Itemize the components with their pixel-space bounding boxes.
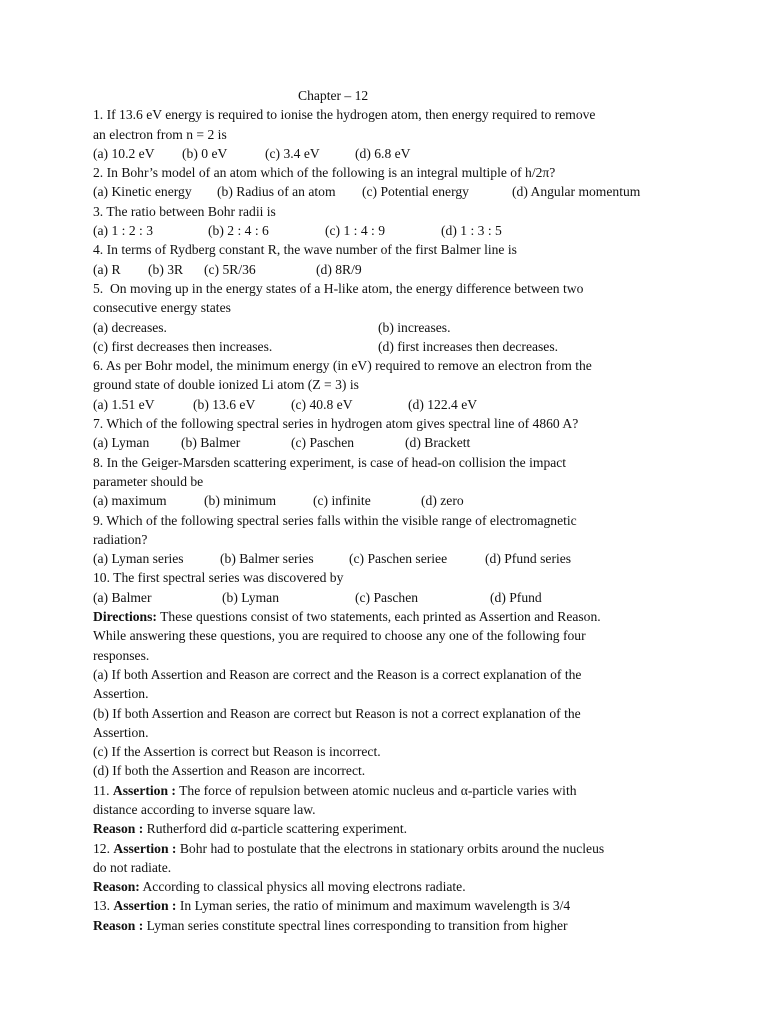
q3-option-d: (d) 1 : 3 : 5 [441, 223, 502, 239]
response-d: (d) If both the Assertion and Reason are incorrect. [93, 763, 366, 779]
response-a-line2: Assertion. [93, 686, 149, 702]
q10-options [93, 588, 693, 607]
q9-option-c: (c) Paschen seriee [349, 551, 448, 567]
q3-option-a: (a) 1 : 2 : 3 [93, 223, 154, 239]
q11-number: 11. [93, 782, 113, 798]
q10-option-b: (b) Lyman [222, 589, 280, 605]
q5-text-line1: 5. On moving up in the energy states of a H-like atom, the energy difference between two [93, 280, 584, 296]
q13-reason-line [93, 916, 693, 935]
q1-option-d: (d) 6.8 eV [355, 145, 411, 161]
q1-options [93, 144, 693, 163]
q10-option-d: (d) Pfund [490, 589, 542, 605]
q11-reason-line [93, 819, 693, 838]
q1-option-c: (c) 3.4 eV [265, 145, 320, 161]
q4-option-c: (c) 5R/36 [204, 261, 256, 277]
q6-option-b: (b) 13.6 eV [193, 396, 256, 412]
q6-option-d: (d) 122.4 eV [408, 396, 478, 412]
response-c: (c) If the Assertion is correct but Reason is incorrect. [93, 744, 381, 760]
q8-option-b: (b) minimum [204, 493, 277, 509]
q11-assertion-line2: distance according to inverse square law. [93, 801, 316, 817]
q2-option-d: (d) Angular momentum [512, 184, 641, 200]
q12-number: 12. [93, 840, 114, 856]
q5-option-c: (c) first decreases then increases. [93, 338, 273, 354]
q7-option-b: (b) Balmer [181, 435, 241, 451]
response-a-line1: (a) If both Assertion and Reason are correct and the Reason is a correct explanation of the [93, 666, 582, 682]
q6-option-a: (a) 1.51 eV [93, 396, 155, 412]
q13-reason-text: Lyman series constitute spectral lines corresponding to transition from higher [143, 917, 568, 933]
q3-options [93, 221, 693, 240]
q2-options [93, 182, 693, 201]
q4-options [93, 260, 693, 279]
q8-option-c: (c) infinite [313, 493, 371, 509]
q12-assertion-line2: do not radiate. [93, 859, 172, 875]
q10-option-c: (c) Paschen [355, 589, 419, 605]
q4-option-a: (a) R [93, 261, 121, 277]
q1-option-a: (a) 10.2 eV [93, 145, 155, 161]
q2-option-b: (b) Radius of an atom [217, 184, 336, 200]
q9-option-d: (d) Pfund series [485, 551, 572, 567]
q1-option-b: (b) 0 eV [182, 145, 228, 161]
q8-option-a: (a) maximum [93, 493, 167, 509]
directions-line3: responses. [93, 647, 150, 663]
q9-option-b: (b) Balmer series [220, 551, 314, 567]
q3-option-b: (b) 2 : 4 : 6 [208, 223, 269, 239]
q11-assertion-line1 [93, 781, 693, 800]
q9-text-line2: radiation? [93, 531, 148, 547]
q7-options [93, 433, 693, 452]
q6-options [93, 395, 693, 414]
q6-option-c: (c) 40.8 eV [291, 396, 353, 412]
q12-assertion-line1 [93, 839, 693, 858]
q5-option-b: (b) increases. [378, 319, 451, 335]
directions-label: Directions: [93, 609, 157, 625]
q8-options [93, 491, 693, 510]
q13-reason-label: Reason : [93, 917, 144, 933]
q8-text-line1: 8. In the Geiger-Marsden scattering experiment, is case of head-on collision the impact [93, 454, 567, 470]
q10-option-a: (a) Balmer [93, 589, 152, 605]
q7-option-a: (a) Lyman [93, 435, 150, 451]
q12-reason-text: According to classical physics all moving electrons radiate. [139, 879, 466, 895]
q7-option-d: (d) Brackett [405, 435, 471, 451]
q8-text-line2: parameter should be [93, 473, 204, 489]
directions-line1 [93, 607, 693, 626]
q11-reason-text: Rutherford did α-particle scattering experiment. [143, 821, 408, 837]
directions-text1: These questions consist of two statements, each printed as Assertion and Reason. [156, 609, 601, 625]
q11-assertion-label: Assertion : [112, 782, 176, 798]
q5-options-row1 [93, 318, 693, 337]
q1-text-line1: 1. If 13.6 eV energy is required to ionise the hydrogen atom, then energy required to remove [93, 107, 596, 123]
q8-option-d: (d) zero [421, 493, 464, 509]
q12-reason-line [93, 877, 693, 896]
q7-option-c: (c) Paschen [291, 435, 355, 451]
q3-option-c: (c) 1 : 4 : 9 [325, 223, 386, 239]
q11-assertion-text: The force of repulsion between atomic nucleus and α-particle varies with [175, 782, 577, 798]
document-page [93, 86, 693, 935]
response-b-line2: Assertion. [93, 724, 149, 740]
q12-assertion-text: Bohr had to postulate that the electrons in stationary orbits around the nucleus [176, 840, 605, 856]
q2-text-line1: 2. In Bohr’s model of an atom which of the following is an integral multiple of h/2π? [93, 165, 556, 181]
q13-assertion-text: In Lyman series, the ratio of minimum and maximum wavelength is 3/4 [176, 898, 571, 914]
q12-assertion-label: Assertion : [113, 840, 177, 856]
q4-option-d: (d) 8R/9 [316, 261, 362, 277]
chapter-title: Chapter – 12 [298, 88, 369, 103]
q13-assertion-line1 [93, 896, 693, 915]
q11-reason-label: Reason : [93, 821, 144, 837]
q12-reason-label: Reason: [93, 879, 140, 895]
q7-text-line1: 7. Which of the following spectral series in hydrogen atom gives spectral line of 4860 A? [93, 416, 579, 432]
q1-text-line2: an electron from n = 2 is [93, 126, 227, 142]
q2-option-a: (a) Kinetic energy [93, 184, 192, 200]
q9-text-line1: 9. Which of the following spectral series falls within the visible range of electromagnetic [93, 512, 577, 528]
q4-text-line1: 4. In terms of Rydberg constant R, the wave number of the first Balmer line is [93, 242, 517, 258]
q4-option-b: (b) 3R [148, 261, 184, 277]
q5-options-row2 [93, 337, 693, 356]
q3-text-line1: 3. The ratio between Bohr radii is [93, 203, 276, 219]
q5-option-d: (d) first increases then decreases. [378, 338, 559, 354]
q6-text-line2: ground state of double ionized Li atom (Z = 3) is [93, 377, 359, 393]
q9-option-a: (a) Lyman series [93, 551, 184, 567]
q6-text-line1: 6. As per Bohr model, the minimum energy (in eV) required to remove an electron from the [93, 358, 592, 374]
q13-assertion-label: Assertion : [113, 898, 177, 914]
directions-line2: While answering these questions, you are required to choose any one of the following four [93, 628, 586, 644]
q10-text-line1: 10. The first spectral series was discovered by [93, 570, 344, 586]
response-b-line1: (b) If both Assertion and Reason are correct but Reason is not a correct explanation of the [93, 705, 581, 721]
q5-text-line2: consecutive energy states [93, 300, 231, 316]
q5-option-a: (a) decreases. [93, 319, 167, 335]
q13-number: 13. [93, 898, 114, 914]
q9-options [93, 549, 693, 568]
q2-option-c: (c) Potential energy [362, 184, 469, 200]
